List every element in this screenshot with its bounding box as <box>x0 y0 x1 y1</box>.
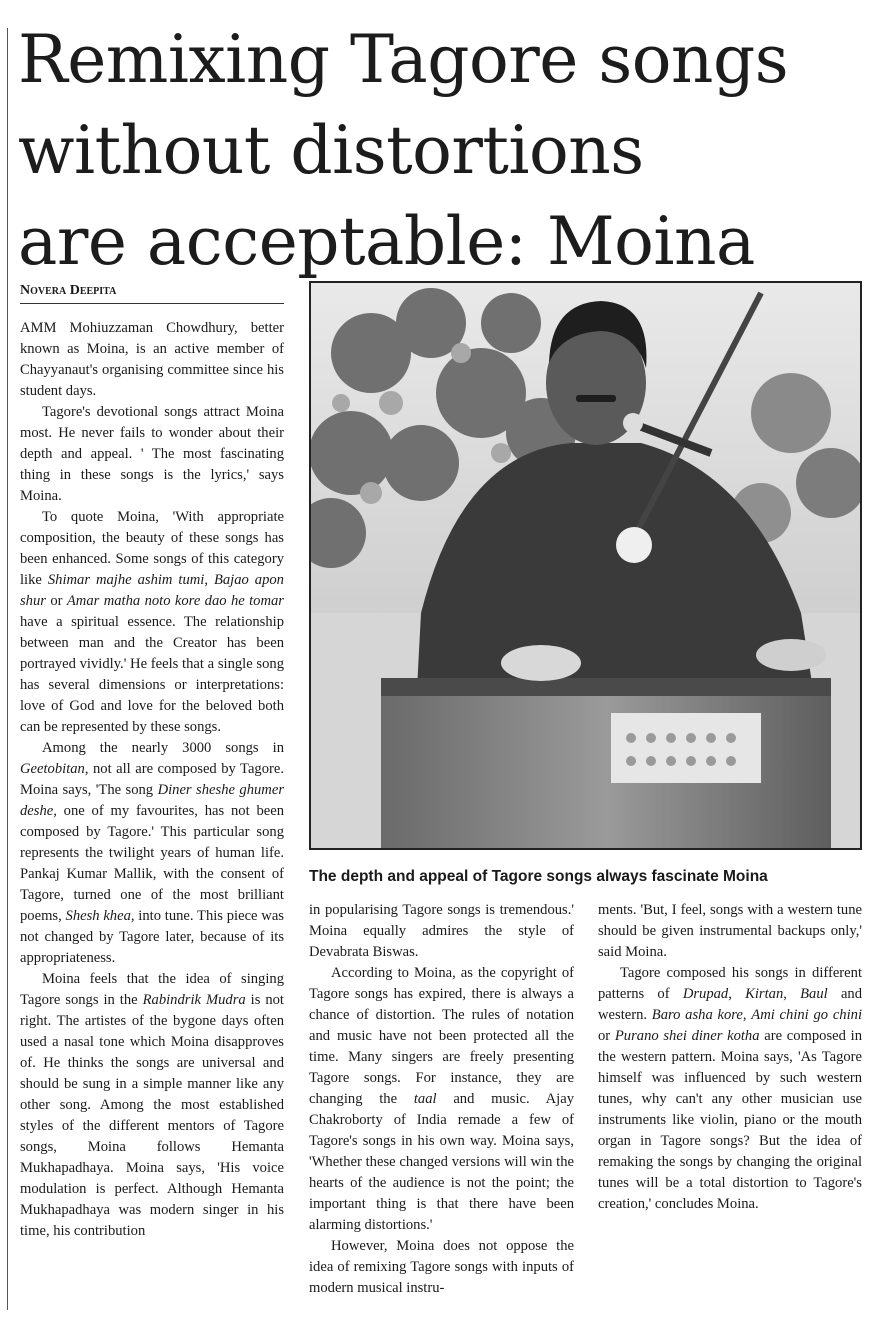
left-column-rule <box>7 28 8 1310</box>
text-span: have a spiritual essence. The relationship between man and the Creator has been portrayed vividly.' He feels that a single song has several dimensions or interpretations: love of God and love for the beloved both can be represented by these songs. <box>20 614 284 735</box>
headline-line-1: Remixing Tagore songs <box>18 21 789 98</box>
text-span: or <box>598 1028 615 1044</box>
paragraph-8: However, Moina does not oppose the idea of remixing Tagore songs with inputs of modern musical instru- <box>309 1238 574 1296</box>
music-form: Kirtan <box>745 986 784 1002</box>
paragraph-6: in popularising Tagore songs is tremendous.' Moina equally admires the style of Devabrata Biswas. <box>309 902 574 960</box>
text-span: or <box>45 593 67 609</box>
text-span: is not right. The artistes of the bygone days often used a nasal tone which Moina disapproves of. He thinks the songs are universal and should be sung in a simple manner like any other song. Among the most established styles of the different mentors of Tagore songs, Moina follows Hemanta Mukhapadhaya. Moina says, 'His voice modulation is perfect. Although Hemanta Mukhapadhaya was modern singer in his time, his contribution <box>20 992 284 1239</box>
song-title: Ami chini go chini <box>751 1007 862 1023</box>
text-span: To quote Moina, 'With appropriate composition, the beauty of these songs has been enhanced. Some songs of this category like <box>20 509 284 588</box>
paragraph-2: Tagore's devotional songs attract Moina most. He never fails to wonder about their depth and appeal. ' The most fascinating thing in these songs is the lyrics,' says Moina. <box>20 404 284 504</box>
text-span: and music. Ajay Chakroborty of India remade a few of Tagore's songs in his own way. Moina says, 'Whether these changed versions will win the hearts of the audience is not the point; the important thing is that there have been alarming distortions.' <box>309 1091 574 1233</box>
text-span: and western. <box>598 986 863 1023</box>
text-span: are composed in the western pattern. Moina says, 'As Tagore himself was influenced by such western tunes, why can't any other musician use instruments like violin, piano or the mouth organ in Tagore songs? But the idea of remaking the songs by changing the original tunes will be a total distortion to Tagore's creation,' concludes Moina. <box>598 1028 862 1212</box>
harmonium-panel <box>611 713 761 783</box>
paragraph-9: ments. 'But, I feel, songs with a western tune should be given instrumental backups only,' said Moina. <box>598 902 862 960</box>
paragraph-7 <box>309 963 574 1236</box>
paragraph-4 <box>20 738 284 969</box>
text-span: , <box>783 986 801 1002</box>
text-span: one of my favourites, has not been composed by Tagore.' This particular song represents the twilight years of human life. Pankaj Kumar Mallik, with the consent of Tagore, turned one of the most brilliant poems, <box>20 803 284 924</box>
article-column-2 <box>309 900 574 1299</box>
style-term: Rabindrik Mudra <box>142 992 246 1008</box>
article-column-3 <box>598 900 862 1215</box>
headline-line-3: are acceptable: Moina <box>18 203 755 280</box>
song-title: Amar matha noto kore dao he tomar <box>66 593 284 609</box>
harmonium <box>381 678 831 848</box>
paragraph-1: AMM Mohiuzzaman Chowdhury, better known as Moina, is an active member of Chayyanaut's organising committee since his student days. <box>20 320 284 399</box>
text-span: , <box>728 986 746 1002</box>
song-title: Bajao apon shur <box>20 572 284 609</box>
paragraph-5 <box>20 969 284 1242</box>
left-hand <box>501 645 581 681</box>
song-title: Purano shei diner kotha <box>614 1028 760 1044</box>
book-title: Geetobitan <box>20 761 85 777</box>
song-title: Baro asha kore <box>651 1007 743 1023</box>
photo-caption: The depth and appeal of Tagore songs always fascinate Moina <box>309 868 768 885</box>
text-span: Moina feels that the idea of singing Tagore songs in the <box>20 971 284 1008</box>
text-span: , <box>742 1007 752 1023</box>
song-title: Diner sheshe ghumer deshe, <box>20 782 284 819</box>
music-form: Drupad <box>682 986 729 1002</box>
text-span: Tagore composed his songs in different patterns of <box>598 965 862 1002</box>
text-span: , <box>204 572 214 588</box>
headline-line-2: without distortions <box>18 112 644 189</box>
poem-title: Shesh khea, <box>65 908 135 924</box>
headline <box>18 14 878 287</box>
singer-photo <box>309 281 862 850</box>
article-column-1 <box>20 318 284 1242</box>
music-term: taal <box>413 1091 437 1107</box>
text-span: According to Moina, as the copyright of Tagore songs has expired, there is always a chance of distortion. The rules of notation and music have not been protected all the time. Many singers are freely presenting Tagore songs. For instance, they are changing the <box>309 965 574 1107</box>
paragraph-3 <box>20 507 284 738</box>
photo-illustration <box>311 283 860 848</box>
song-title: Shimar majhe ashim tumi <box>47 572 205 588</box>
paragraph-10 <box>598 963 862 1215</box>
text-span: Among the nearly 3000 songs in <box>42 740 284 756</box>
byline: Novera Deepita <box>20 283 284 304</box>
right-hand <box>756 639 826 671</box>
text-span: , not all are composed by Tagore. Moina says, 'The song <box>20 761 284 798</box>
text-span: into tune. This piece was not changed by Tagore later, because of its appropriateness. <box>20 908 284 966</box>
music-form: Baul <box>800 986 828 1002</box>
